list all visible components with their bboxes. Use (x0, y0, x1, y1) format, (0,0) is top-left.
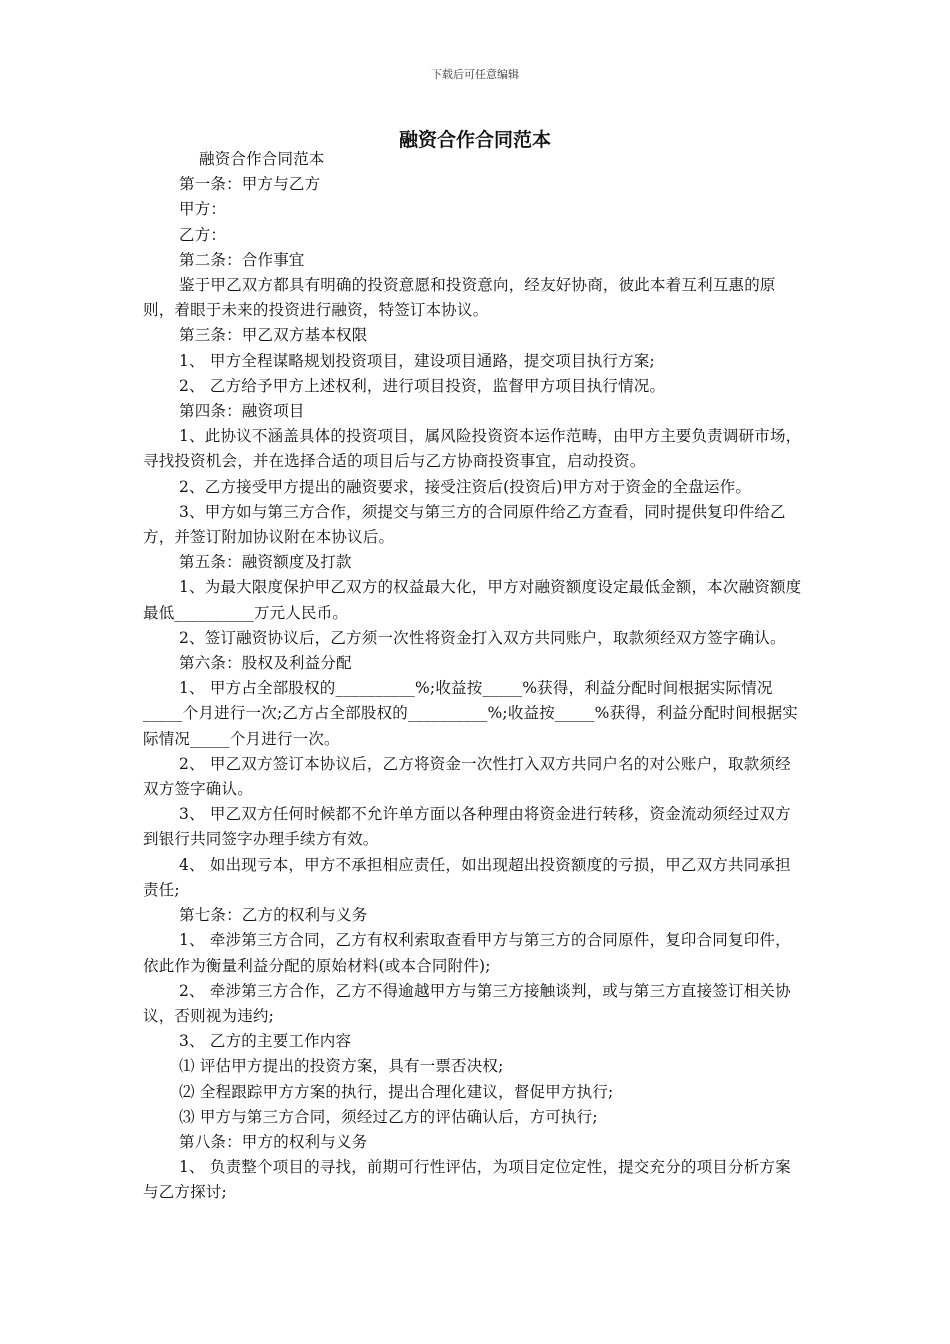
paragraph: 第八条：甲方的权利与义务 (179, 1132, 368, 1151)
paragraph: 融资合作合同范本 (199, 150, 325, 168)
paragraph: 第二条：合作事宜 (179, 250, 305, 269)
paragraph: 鉴于甲乙双方都具有明确的投资意愿和投资意向，经友好协商，彼此本着互利互惠的原则，着眼于未来的投资进行融资，特签订本协议。 (143, 276, 776, 320)
paragraph: 2、 牵涉第三方合作，乙方不得逾越甲方与第三方接触谈判，或与第三方直接签订相关协议，否则视为违约; (143, 981, 791, 1025)
paragraph: 乙方： (179, 225, 227, 244)
paragraph: 第四条：融资项目 (179, 402, 305, 421)
header-note: 下载后可任意编辑 (431, 68, 519, 81)
paragraph: 第三条：甲乙双方基本权限 (179, 326, 368, 345)
paragraph: ⑴ 评估甲方提出的投资方案，具有一票否决权; (179, 1057, 504, 1076)
paragraph: 3、甲方如与第三方合作，须提交与第三方的合同原件给乙方查看，同时提供复印件给乙方，并签订附加协议附在本协议后。 (143, 502, 786, 547)
paragraph: ⑶ 甲方与第三方合同，须经过乙方的评估确认后，方可执行; (179, 1107, 598, 1126)
paragraph: 4、 如出现亏本，甲方不承担相应责任，如出现超出投资额度的亏损，甲乙双方共同承担责任; (143, 855, 791, 899)
paragraph: 1、 负责整个项目的寻找，前期可行性评估，为项目定位定性，提交充分的项目分析方案与乙方探讨; (143, 1158, 791, 1202)
paragraph: 甲方： (179, 200, 227, 219)
paragraph: 1、此协议不涵盖具体的投资项目，属风险投资资本运作范畴，由甲方主要负责调研市场，寻找投资机会，并在选择合适的项目后与乙方协商投资事宜，启动投资。 (143, 427, 802, 471)
paragraph: 1、 牵涉第三方合同，乙方有权利索取查看甲方与第三方的合同原件，复印合同复印件，依此作为衡量利益分配的原始材料(或本合同附件); (143, 931, 791, 975)
paragraph: 1、 甲方全程谋略规划投资项目，建设项目通路，提交项目执行方案; (179, 351, 655, 370)
paragraph: ⑵ 全程跟踪甲方方案的执行，提出合理化建议，督促甲方执行; (179, 1082, 614, 1101)
paragraph: 3、 甲乙双方任何时候都不允许单方面以各种理由将资金进行转移，资金流动须经过双方到银行共同签字办理手续方有效。 (143, 805, 791, 849)
paragraph: 2、 甲乙双方签订本协议后，乙方将资金一次性打入双方共同户名的对公账户，取款须经双方签字确认。 (143, 754, 791, 799)
paragraph: 2、签订融资协议后，乙方须一次性将资金打入双方共同账户，取款须经双方签字确认。 (179, 628, 786, 647)
paragraph: 第五条：融资额度及打款 (179, 553, 352, 572)
paragraph: 3、 乙方的主要工作内容 (179, 1032, 352, 1051)
paragraph: 第七条：乙方的权利与义务 (179, 906, 368, 925)
paragraph: 第一条：甲方与乙方 (179, 175, 321, 194)
paragraph: 2、 乙方给予甲方上述权利，进行项目投资，监督甲方项目执行情况。 (179, 376, 666, 395)
paragraph: 1、为最大限度保护甲乙双方的权益最大化，甲方对融资额度设定最低金额，本次融资额度最低__________万元人民币。 (143, 578, 802, 622)
document-title: 融资合作合同范本 (398, 129, 551, 151)
document-body (143, 147, 803, 1206)
paragraph: 第六条：股权及利益分配 (179, 654, 352, 673)
paragraph: 1、 甲方占全部股权的__________%;收益按_____%获得，利益分配时间根据实际情况_____个月进行一次;乙方占全部股权的__________%;收益按_____%获得，利益分配时间根据实际情况_____个月进行一次。 (143, 679, 799, 748)
paragraph: 2、乙方接受甲方提出的融资要求，接受注资后(投资后)甲方对于资金的全盘运作。 (179, 477, 752, 496)
